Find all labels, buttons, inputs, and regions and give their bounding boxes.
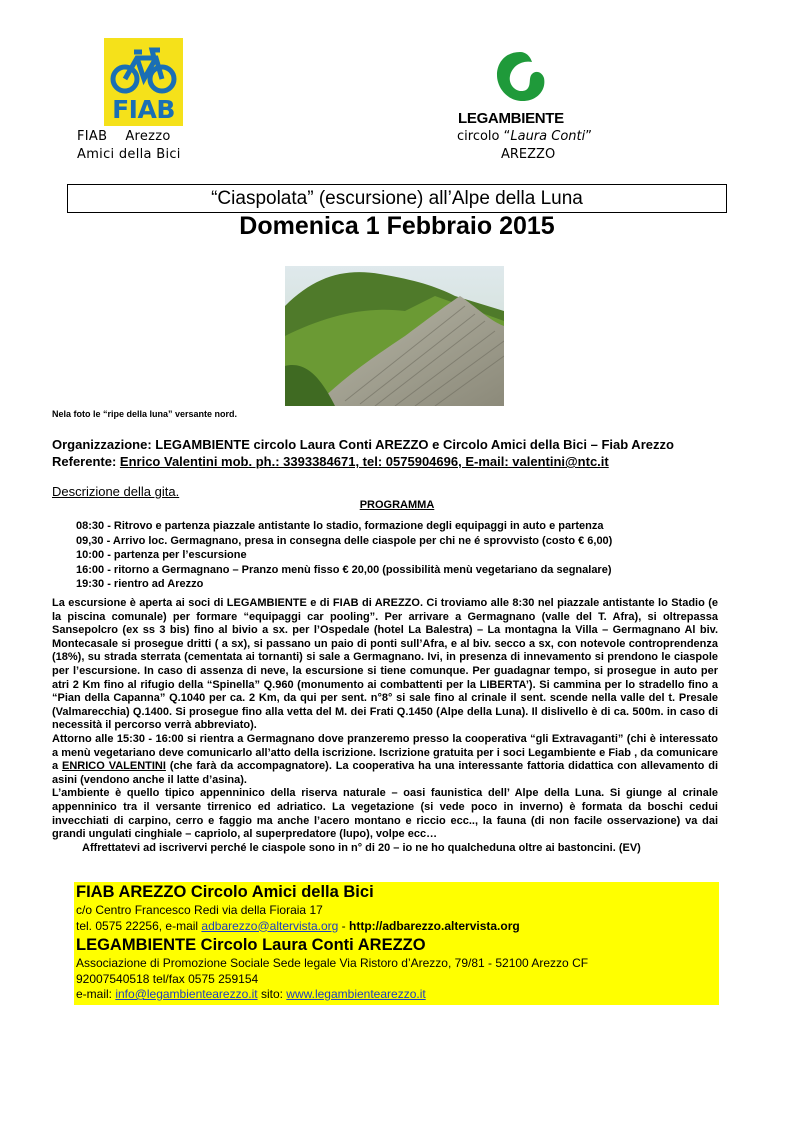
fiab-contact-box bbox=[74, 882, 719, 935]
fiab-address: c/o Centro Francesco Redi via della Fioraia 17 bbox=[76, 903, 323, 917]
fiab-logo-text: FIAB bbox=[112, 95, 175, 124]
fiab-city: Arezzo bbox=[125, 129, 171, 144]
lega-contacts bbox=[74, 987, 719, 1003]
contact-name-link: ENRICO VALENTINI bbox=[62, 760, 166, 773]
lega-circolo-prefix: circolo “ bbox=[457, 129, 511, 144]
event-title: “Ciaspolata” (escursione) all’Alpe della Luna bbox=[67, 184, 727, 213]
bicycle-icon bbox=[110, 44, 177, 96]
schedule-item: 19:30 - rientro ad Arezzo bbox=[76, 578, 204, 590]
programma-heading: PROGRAMMA bbox=[359, 499, 435, 511]
lega-email-label: e-mail: bbox=[76, 987, 116, 1001]
body-paragraph: L’ambiente è quello tipico appenninico della riserva naturale – oasi faunistica dell’ Alpe della Luna. Si giunge al crinale appenninico tra il versante tirrenico ed adriatico. La vegetazione (si vede poco in inverno) è formata da boschi cedui invecchiati di carpino, cerro e faggio ma anche l’acero montano e riccio ecc.., la fauna (di non facile osservazione) va dai grandi ungulati cinghiale – capriolo, al superpredatore (lupo), volpe ecc… bbox=[52, 787, 718, 841]
fiab-name: FIAB bbox=[77, 129, 108, 144]
event-date: Domenica 1 Febbraio 2015 bbox=[239, 212, 555, 240]
fiab-subtitle: Amici della Bici bbox=[77, 147, 181, 162]
referent-label: Referente: bbox=[52, 454, 120, 469]
schedule-list bbox=[76, 519, 612, 592]
body-text-span: Attorno alle 15:30 - 16:00 si rientra a Germagnano dove pranzeremo presso la cooperativa “gli Extravaganti” (chi è interessato a menù vegetariano deve comunicarlo all’atto della iscrizione. Iscrizione gratuita per i soci Legambiente e Fiab , da comunicare a bbox=[52, 732, 718, 773]
fiab-site: http://adbarezzo.altervista.org bbox=[349, 918, 520, 933]
separator: - bbox=[338, 918, 350, 933]
lega-site-link[interactable]: www.legambientearezzo.it bbox=[286, 987, 426, 1001]
fiab-logo bbox=[104, 38, 183, 126]
schedule-item: 16:00 - ritorno a Germagnano – Pranzo menù fisso € 20,00 (possibilità menù vegetariano da segnalare) bbox=[76, 563, 612, 576]
referent-contact: Enrico Valentini mob. ph.: 3393384671, tel: 0575904696, E-mail: valentini@ntc.it bbox=[119, 454, 609, 469]
fiab-box-title: FIAB AREZZO Circolo Amici della Bici bbox=[76, 883, 374, 901]
schedule-item: 08:30 - Ritrovo e partenza piazzale antistante lo stadio, formazione degli equipaggi in auto e partenza bbox=[76, 520, 604, 532]
legambiente-caption bbox=[457, 128, 607, 164]
lega-address-line2: 92007540518 tel/fax 0575 259154 bbox=[76, 971, 259, 986]
organization-block bbox=[52, 436, 674, 470]
schedule-item: 09,30 - Arrivo loc. Germagnano, presa in consegna delle ciaspole per chi ne é sprovvisto (costo € 6,00) bbox=[76, 534, 613, 547]
lega-site-label: sito: bbox=[257, 987, 287, 1001]
mountain-photo bbox=[285, 266, 504, 406]
body-paragraph bbox=[52, 733, 718, 787]
description-heading: Descrizione della gita. bbox=[52, 484, 180, 499]
legambiente-name: LEGAMBIENTE bbox=[458, 110, 564, 127]
fiab-contacts bbox=[74, 919, 719, 935]
lega-circolo-name: Laura Conti bbox=[510, 129, 586, 144]
swan-logo-icon bbox=[490, 50, 550, 106]
fiab-tel: tel. 0575 22256, e-mail bbox=[76, 918, 202, 933]
description-body bbox=[52, 597, 718, 855]
organizer-line: Organizzazione: LEGAMBIENTE circolo Laura Conti AREZZO e Circolo Amici della Bici – Fiab Arezzo bbox=[52, 437, 674, 452]
body-paragraph: La escursione è aperta ai soci di LEGAMBIENTE e di FIAB di AREZZO. Ci troviamo alle 8:30 nel piazzale antistante lo Stadio (e la piscina comunale) per formare “equipaggi car pooling”. Per arrivare a Germagnano (valle del T. Afra), si oltrepassa Sansepolcro (ex ss 3 bis) fino al bivio a sx. per l’Ospedale (hotel La Balestra) – La montagna la Villa – Germagnano Al biv. Montecasale si prosegue dritti ( a sx), si passano un paio di ponti sull’Afra, e al biv. secco a sx, con notevole controprendenza (18%), su strada sterrata (cementata ai tornanti) si sale a Germagnano. Ivi, in presenza di innevamento si prendono le ciaspole per l’escursione. In caso di assenza di neve, la escursione si tiene comunque. Per guadagnar tempo, si prosegue in auto per atri 2 Km fino al rifugio della “Spinella” Q.960 (monumento ai combattenti per la LIBERTA’). Si cammina per lo stradello fino a “Pian della Capanna” Q.1040 per ca. 2 Km, da qui per sent. n°8° si sale fino al crinale il sent. scende nella valle del t. Presale (Valmarecchia) Q.1400. Si prosegue fino alla vetta del M. dei Frati Q.1450 (Alpe della Luna). Il dislivello è di ca. 500m. in caso di necessità il percorso verrà abbreviato). bbox=[52, 597, 718, 732]
schedule-item: 10:00 - partenza per l’escursione bbox=[76, 549, 247, 561]
lega-circolo-suffix: ” bbox=[585, 129, 592, 144]
photo-caption: Nela foto le “ripe della luna” versante nord. bbox=[52, 409, 238, 419]
legambiente-contact-box bbox=[74, 935, 719, 1005]
body-text-span: (che farà da accompagnatore). La cooperativa ha una interessante fattoria didattica con allevamento di asini (vendono anche il latte d’asina). bbox=[52, 760, 719, 786]
lega-city: AREZZO bbox=[501, 147, 556, 162]
lega-email-link[interactable]: info@legambientearezzo.it bbox=[115, 987, 258, 1001]
body-paragraph: Affrettatevi ad iscrivervi perché le ciaspole sono in n° di 20 – io ne ho qualcheduna oltre ai bastoncini. (EV) bbox=[82, 841, 641, 854]
lega-address-line1: Associazione di Promozione Sociale Sede legale Via Ristoro d’Arezzo, 79/81 - 52100 Arezzo CF bbox=[76, 956, 589, 970]
lega-box-title: LEGAMBIENTE Circolo Laura Conti AREZZO bbox=[76, 936, 426, 954]
fiab-caption bbox=[77, 128, 189, 164]
fiab-email-link[interactable]: adbarezzo@altervista.org bbox=[201, 918, 339, 933]
